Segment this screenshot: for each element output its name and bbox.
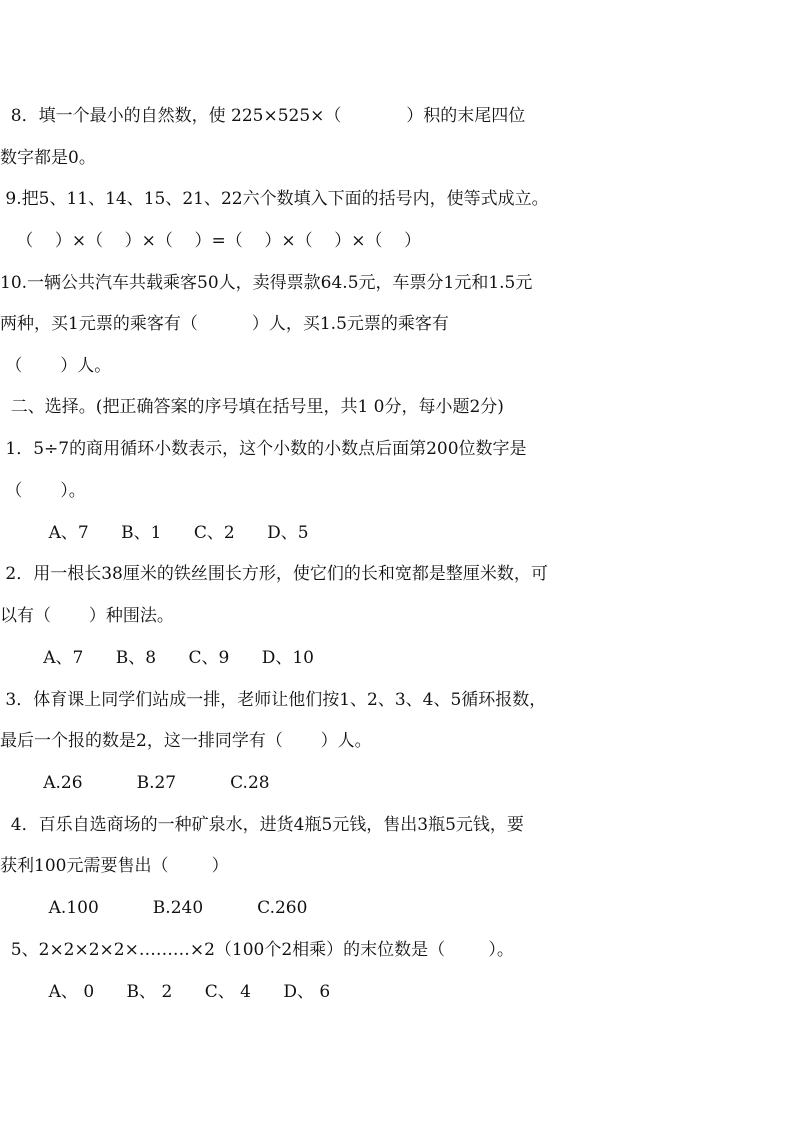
c3-options: A.26 B.27 C.28 [0, 773, 270, 793]
q10-line2: 两种，买1元票的乘客有（ ）人，买1.5元票的乘客有 [0, 314, 449, 334]
c5-options: A、 0 B、 2 C、 4 D、 6 [0, 982, 331, 1002]
c4-options: A.100 B.240 C.260 [0, 898, 308, 918]
q9-line1: 9.把5、11、14、15、21、22六个数填入下面的括号内，使等式成立。 [0, 189, 549, 209]
q8-line2: 数字都是0。 [0, 148, 96, 168]
c2-options: A、7 B、8 C、9 D、10 [0, 648, 314, 668]
section2-heading: 二、选择。(把正确答案的序号填在括号里，共1 0分，每小题2分) [0, 397, 504, 417]
q10-line1: 10.一辆公共汽车共载乘客50人，卖得票款64.5元，车票分1元和1.5元 [0, 273, 533, 293]
q10-line3: （ ）人。 [0, 356, 112, 376]
c2-line1: 2．用一根长38厘米的铁丝围长方形，使它们的长和宽都是整厘米数，可 [0, 564, 548, 584]
c3-line1: 3．体育课上同学们站成一排，老师让他们按1、2、3、4、5循环报数， [0, 690, 547, 710]
c5-line1: 5、2×2×2×2×………×2（100个2相乘）的末位数是（ ）。 [0, 940, 514, 960]
c1-line2: （ ）。 [0, 481, 86, 501]
q9-line2: （ ）×（ ）×（ ）=（ ）×（ ）×（ ） [0, 231, 422, 251]
c1-line1: 1．5÷7的商用循环小数表示，这个小数的小数点后面第200位数字是 [0, 439, 527, 459]
c1-options: A、7 B、1 C、2 D、5 [0, 523, 309, 543]
c2-line2: 以有（ ）种围法。 [0, 606, 174, 626]
c3-line2: 最后一个报的数是2，这一排同学有（ ）人。 [0, 731, 372, 751]
c4-line2: 获利100元需要售出（ ） [0, 856, 229, 876]
c4-line1: 4．百乐自选商场的一种矿泉水，进货4瓶5元钱，售出3瓶5元钱，要 [0, 815, 524, 835]
q8-line1: 8．填一个最小的自然数，使 225×525×（ ）积的末尾四位 [0, 106, 526, 126]
